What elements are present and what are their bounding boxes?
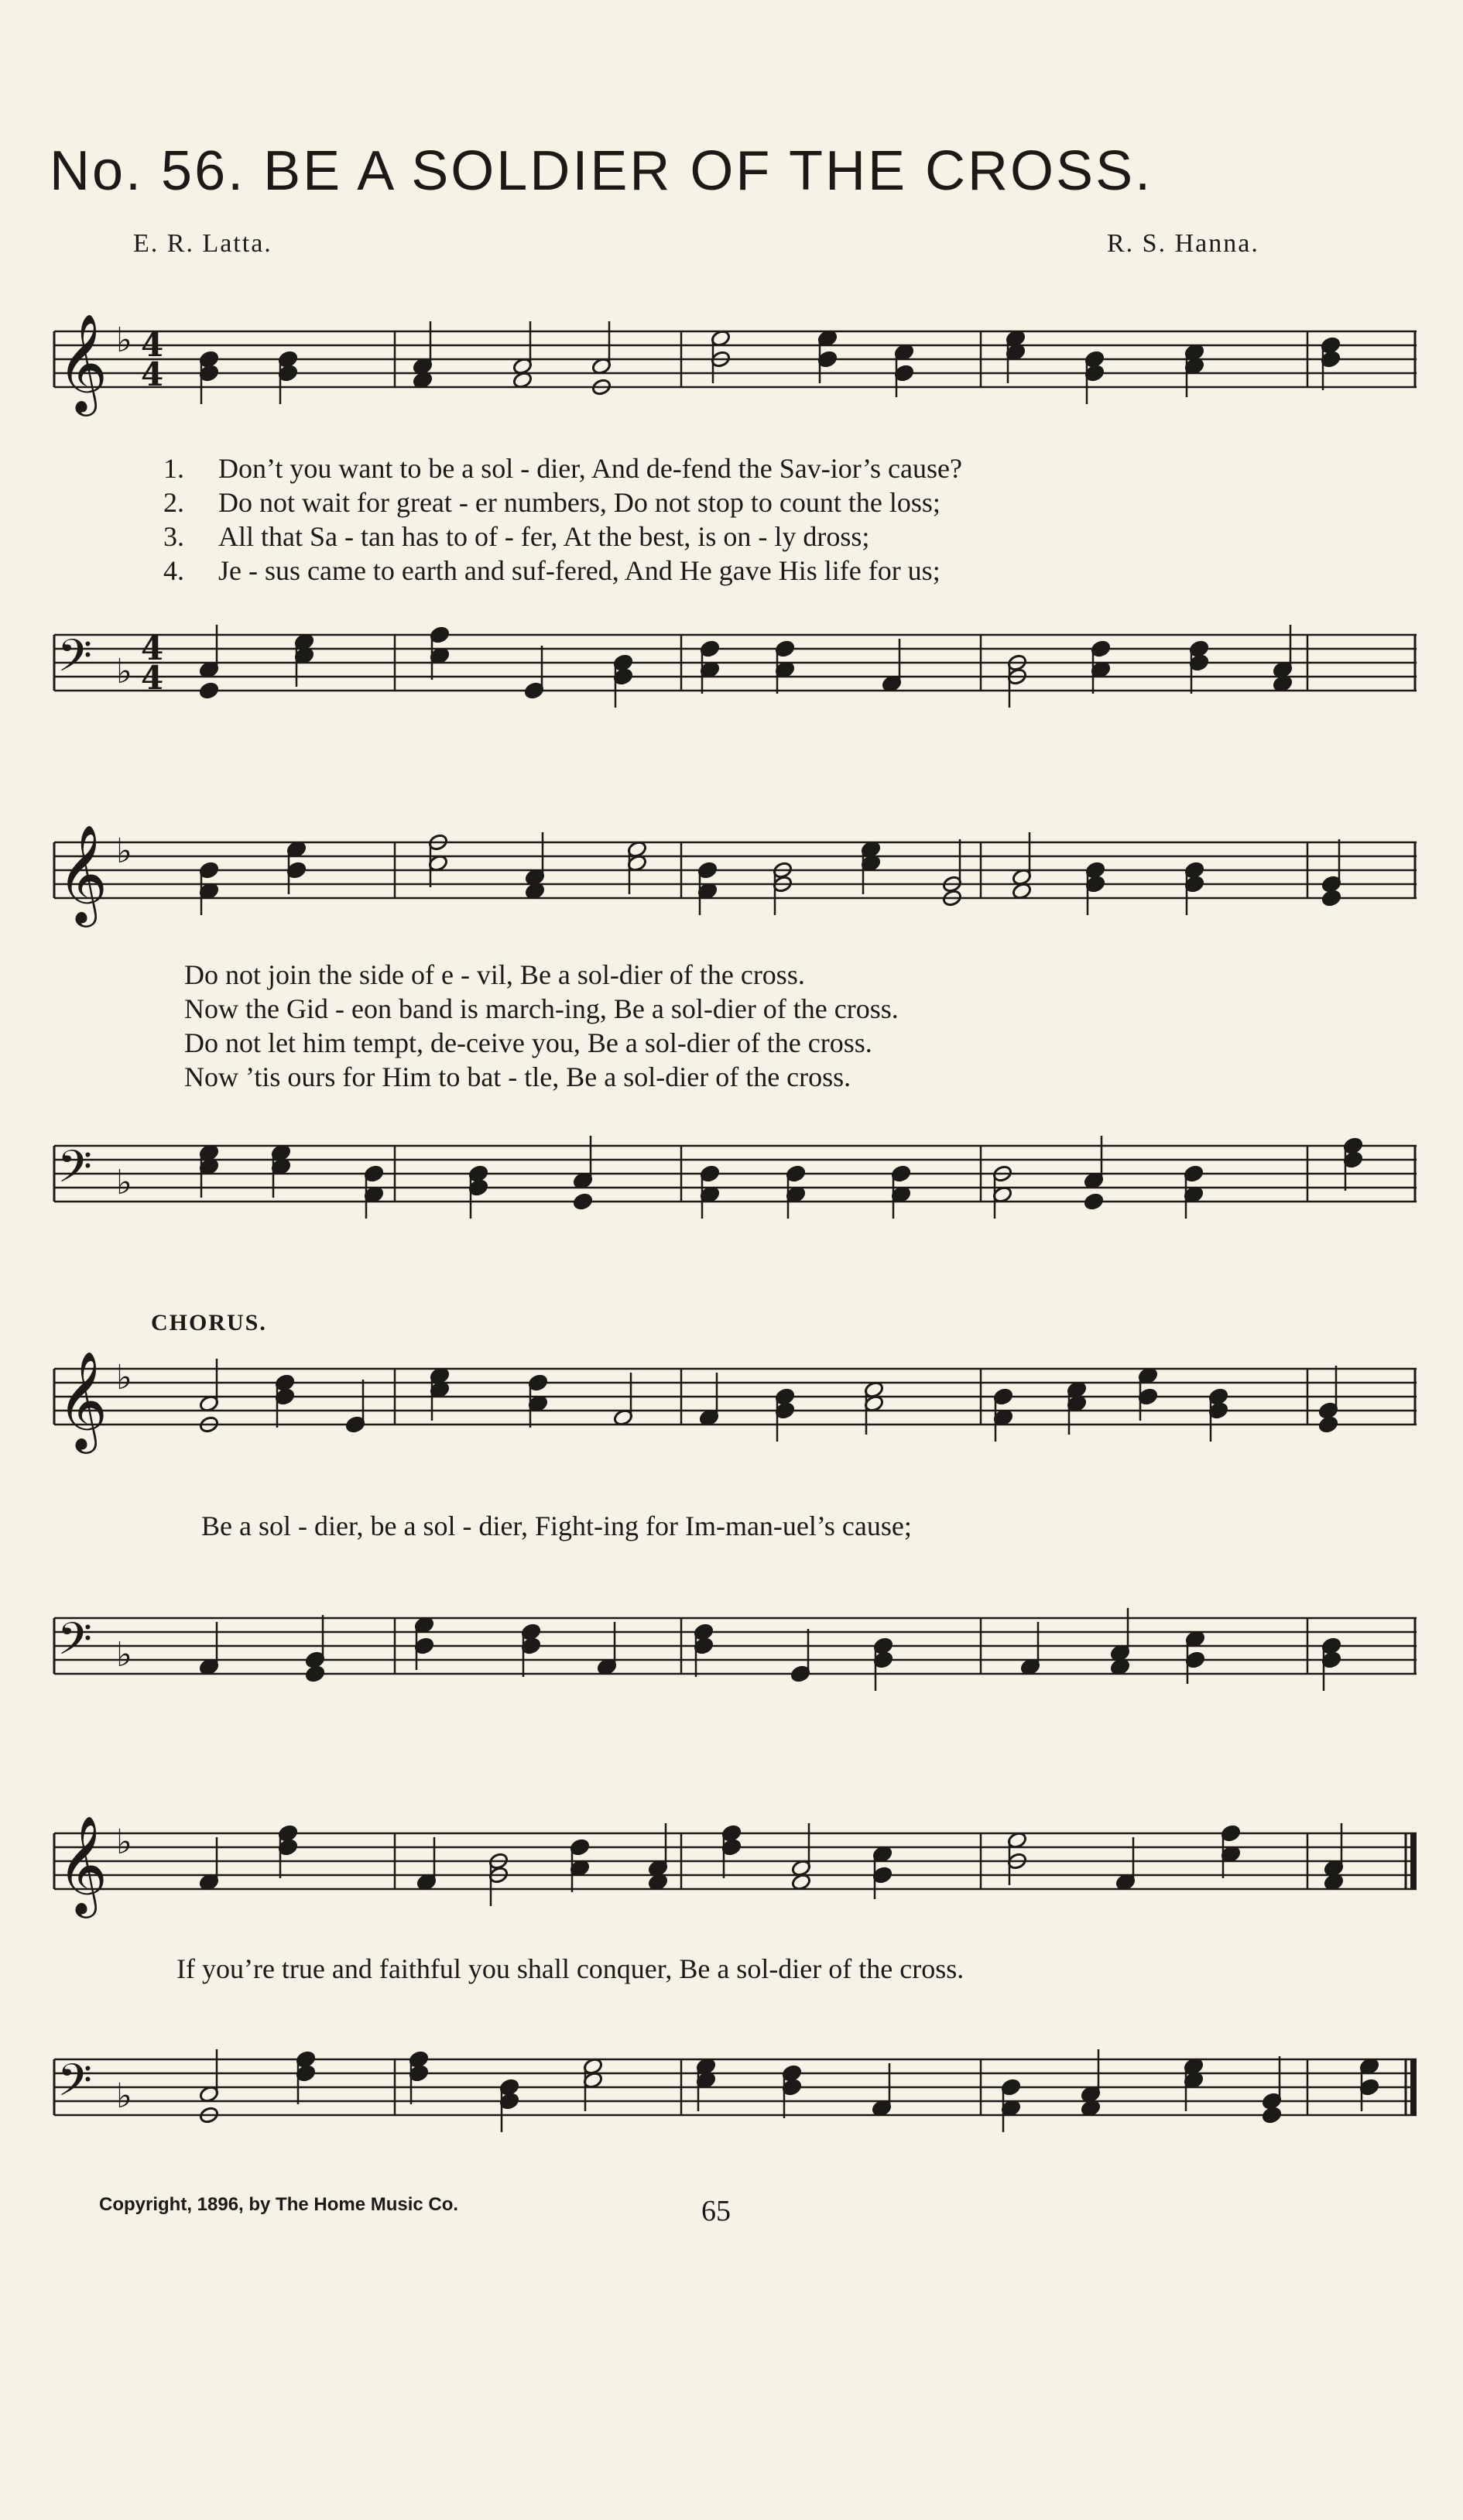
verse-number: 2. (163, 487, 184, 518)
lyric-text: Do not wait for great - er numbers, Do not stop to count the loss; (218, 487, 940, 518)
copyright-notice: Copyright, 1896, by The Home Music Co. (99, 2194, 459, 2215)
quarter-note-icon (199, 681, 220, 700)
quarter-note-icon (1262, 2106, 1283, 2124)
bass-clef-icon: 𝄢 (57, 2054, 93, 2117)
bass-staff (54, 2036, 1417, 2138)
lyric-text: All that Sa - tan has to of - fer, At the best, is on - ly dross; (218, 521, 870, 552)
time-signature: 4 (141, 355, 164, 393)
quarter-note-icon (1084, 1192, 1105, 1211)
lyric-text: Now ’tis ours for Him to bat - tle, Be a sol-dier of the cross. (184, 1061, 851, 1092)
bass-staff (54, 1595, 1417, 1697)
hymn-title: No. 56. BE A SOLDIER OF THE CROSS. (50, 140, 1153, 202)
page-number: 65 (701, 2195, 731, 2227)
verse-number: 1. (163, 453, 184, 484)
verse-number: 3. (163, 521, 184, 552)
time-signature: 4 (141, 659, 164, 697)
treble-clef-icon: 𝄞 (57, 824, 108, 923)
lyric-text: Don’t you want to be a sol - dier, And de-fend the Sav-ior’s cause? (218, 453, 962, 484)
flat-icon: ♭ (116, 2076, 132, 2116)
final-barline (1410, 1833, 1417, 1889)
bass-clef-icon: 𝄢 (57, 1140, 93, 1204)
chorus-label: CHORUS. (151, 1310, 267, 1335)
flat-icon: ♭ (116, 652, 132, 691)
flat-icon: ♭ (116, 1635, 132, 1675)
treble-staff (54, 1810, 1417, 1912)
final-barline (1410, 2059, 1417, 2115)
bass-clef-icon: 𝄢 (57, 1613, 93, 1676)
flat-icon: ♭ (116, 321, 132, 360)
flat-icon: ♭ (116, 1358, 132, 1397)
treble-clef-icon: 𝄞 (57, 1815, 108, 1914)
lyric-text: If you’re true and faithful you shall conquer, Be a sol-dier of the cross. (176, 1953, 964, 1984)
treble-staff (54, 819, 1417, 921)
quarter-note-icon (1321, 889, 1342, 907)
treble-clef-icon: 𝄞 (57, 1350, 108, 1449)
bass-staff (54, 612, 1417, 714)
flat-icon: ♭ (116, 831, 132, 871)
treble-staff (54, 308, 1417, 410)
verse-number: 4. (163, 555, 184, 586)
lyricist-credit: E. R. Latta. (133, 229, 272, 258)
treble-clef-icon: 𝄞 (57, 313, 108, 412)
time-signature: 4 (141, 629, 164, 667)
lyric-text: Now the Gid - eon band is march-ing, Be a sol-dier of the cross. (184, 993, 899, 1024)
lyric-text: Je - sus came to earth and suf-fered, And He gave His life for us; (218, 555, 940, 586)
quarter-note-icon (573, 1192, 594, 1211)
lyric-text: Do not join the side of e - vil, Be a sol-dier of the cross. (184, 959, 805, 990)
lyric-text: Be a sol - dier, be a sol - dier, Fight-ing for Im-man-uel’s cause; (201, 1510, 912, 1541)
bass-staff (54, 1123, 1417, 1225)
flat-icon: ♭ (116, 1822, 132, 1862)
lyric-text: Do not let him tempt, de-ceive you, Be a sol-dier of the cross. (184, 1027, 872, 1058)
time-signature: 4 (141, 326, 164, 364)
composer-credit: R. S. Hanna. (1107, 229, 1259, 258)
bass-clef-icon: 𝄢 (57, 629, 93, 693)
treble-staff (54, 1346, 1417, 1448)
flat-icon: ♭ (116, 1163, 132, 1202)
quarter-note-icon (305, 1665, 326, 1683)
quarter-note-icon (1318, 1415, 1339, 1434)
